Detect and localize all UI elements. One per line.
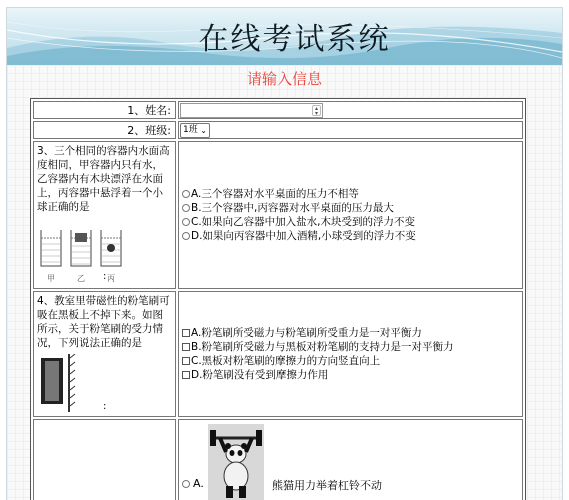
figure-label-yi: 乙 bbox=[77, 274, 85, 283]
panda-lifting-barbell-image bbox=[208, 424, 264, 500]
question-4-prompt bbox=[33, 291, 176, 417]
question-row-4 bbox=[33, 291, 523, 417]
radio-icon[interactable] bbox=[182, 204, 190, 212]
option-text: B.三个容器中,丙容器对水平桌面的压力最大 bbox=[191, 202, 394, 214]
question-3-option-c[interactable] bbox=[182, 215, 522, 229]
checkbox-icon[interactable] bbox=[182, 329, 190, 337]
figure-label-bing: 丙 bbox=[107, 274, 115, 283]
question-4-option-a[interactable] bbox=[182, 326, 522, 340]
chalk-eraser-figure-image bbox=[37, 354, 97, 412]
option-text: A.三个容器对水平桌面的压力不相等 bbox=[191, 188, 359, 200]
checkbox-icon[interactable] bbox=[182, 343, 190, 351]
radio-icon[interactable] bbox=[182, 218, 190, 226]
name-label: 1、姓名: bbox=[33, 101, 176, 119]
option-text: D.粉笔刷没有受到摩擦力作用 bbox=[191, 369, 329, 381]
header-banner bbox=[7, 8, 562, 65]
name-input[interactable] bbox=[180, 103, 323, 118]
question-4-option-b[interactable] bbox=[182, 340, 522, 354]
question-3-option-b[interactable] bbox=[182, 201, 522, 215]
class-cell bbox=[178, 121, 523, 139]
option-label: A. bbox=[193, 477, 204, 490]
question-3-option-d[interactable] bbox=[182, 229, 522, 243]
figure-label-jia: 甲 bbox=[47, 274, 55, 283]
option-text: C.黑板对粉笔刷的摩擦力的方向竖直向上 bbox=[191, 355, 381, 367]
question-4-figure bbox=[37, 354, 172, 414]
question-5-option-a[interactable] bbox=[182, 424, 522, 500]
question-3-option-a[interactable] bbox=[182, 187, 522, 201]
question-3-options bbox=[178, 141, 523, 289]
question-row-5 bbox=[33, 419, 523, 500]
name-cell bbox=[178, 101, 523, 119]
radio-icon[interactable] bbox=[182, 480, 190, 488]
question-4-options bbox=[178, 291, 523, 417]
question-3-prompt bbox=[33, 141, 176, 289]
question-3-colon: : bbox=[103, 271, 107, 282]
app-title: 在线考试系统 bbox=[198, 22, 391, 57]
option-text: A.粉笔刷所受磁力与粉笔刷所受重力是一对平衡力 bbox=[191, 327, 422, 339]
chevron-down-icon: ⌄ bbox=[200, 126, 207, 135]
checkbox-icon[interactable] bbox=[182, 357, 190, 365]
question-4-option-d[interactable] bbox=[182, 368, 522, 382]
question-4-text: 4、教室里带磁性的粉笔刷可吸在黑板上不掉下来。如图所示，关于粉笔刷的受力情况，下列说法正确的是 bbox=[37, 295, 170, 349]
option-text: B.粉笔刷所受磁力与黑板对粉笔刷的支持力是一对平衡力 bbox=[191, 341, 454, 353]
option-caption: 熊猫用力举着杠铃不动 bbox=[272, 479, 382, 492]
class-select-value: 1班 bbox=[183, 125, 198, 135]
question-row-3 bbox=[33, 141, 523, 289]
question-5-prompt bbox=[33, 419, 176, 500]
checkbox-icon[interactable] bbox=[182, 371, 190, 379]
class-label: 2、班级: bbox=[33, 121, 176, 139]
radio-icon[interactable] bbox=[182, 232, 190, 240]
option-text: C.如果向乙容器中加入盐水,木块受到的浮力不变 bbox=[191, 216, 416, 228]
name-row bbox=[33, 101, 523, 119]
form-heading: 请输入信息 bbox=[246, 70, 322, 88]
option-text: D.如果向丙容器中加入酒精,小球受到的浮力不变 bbox=[191, 230, 416, 242]
class-row bbox=[33, 121, 523, 139]
exam-form-table bbox=[30, 98, 526, 500]
class-select[interactable] bbox=[180, 123, 210, 138]
question-3-text: 3、三个相同的容器内水面高度相同，甲容器内只有水，乙容器内有木块漂浮在水面上，丙容器中悬浮着一个小球正确的是 bbox=[37, 145, 170, 213]
containers-figure-image bbox=[37, 224, 127, 272]
question-4-option-c[interactable] bbox=[182, 354, 522, 368]
question-3-figure bbox=[37, 224, 172, 286]
question-5-options bbox=[178, 419, 523, 500]
question-4-colon: : bbox=[103, 401, 107, 412]
spin-arrows-icon[interactable]: ▴ ▾ bbox=[312, 105, 321, 116]
radio-icon[interactable] bbox=[182, 190, 190, 198]
